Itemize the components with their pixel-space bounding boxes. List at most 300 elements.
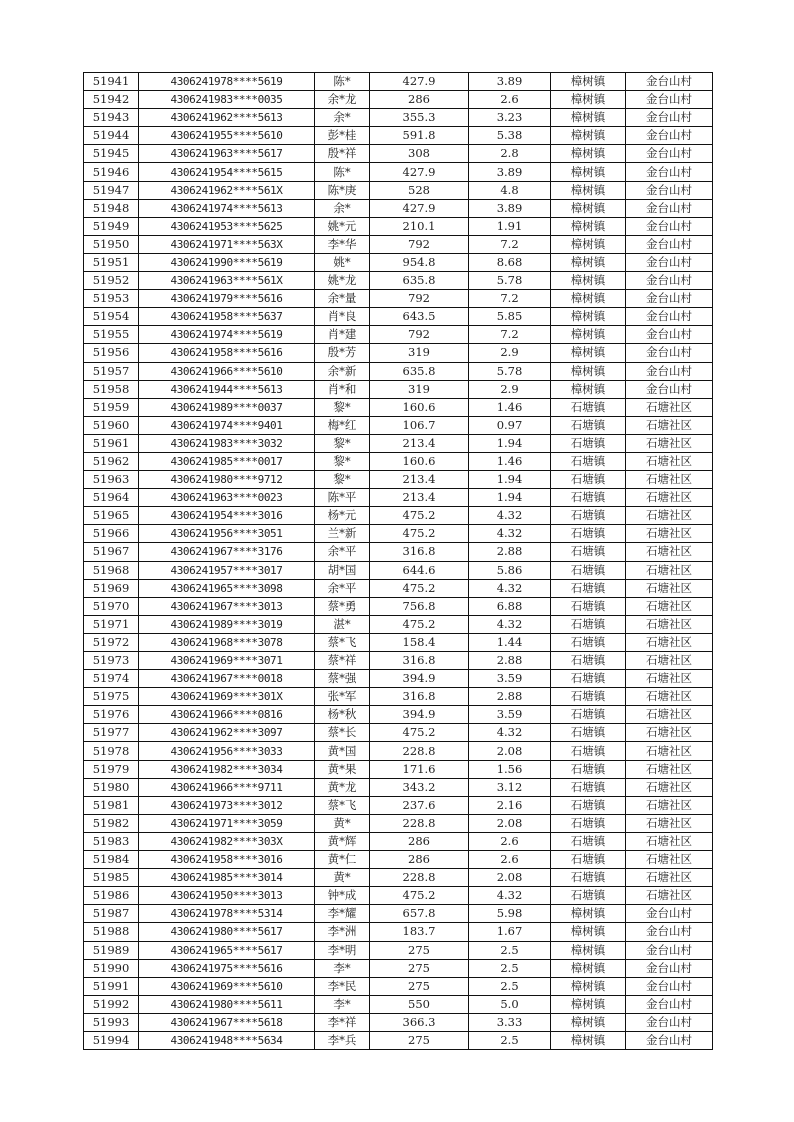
amount-cell: 213.4: [370, 489, 469, 507]
name-cell: 殷*芳: [315, 344, 370, 362]
village-cell: 金台山村: [626, 235, 713, 253]
area-cell: 3.89: [469, 73, 551, 91]
name-cell: 李*祥: [315, 1013, 370, 1031]
amount-cell: 183.7: [370, 923, 469, 941]
amount-cell: 756.8: [370, 597, 469, 615]
amount-cell: 228.8: [370, 814, 469, 832]
row-number-cell: 51983: [84, 832, 139, 850]
town-cell: 石塘镇: [551, 416, 626, 434]
amount-cell: 657.8: [370, 905, 469, 923]
area-cell: 6.88: [469, 597, 551, 615]
row-number-cell: 51984: [84, 851, 139, 869]
table-row: [84, 127, 713, 145]
area-cell: 5.38: [469, 127, 551, 145]
id-number-cell: 4306241978****5314: [139, 905, 315, 923]
id-number-cell: 4306241985****0017: [139, 452, 315, 470]
id-number-cell: 4306241978****5619: [139, 73, 315, 91]
name-cell: 李*: [315, 995, 370, 1013]
area-cell: 7.2: [469, 290, 551, 308]
id-number-cell: 4306241963****561X: [139, 272, 315, 290]
name-cell: 杨*秋: [315, 706, 370, 724]
table-row: [84, 977, 713, 995]
row-number-cell: 51975: [84, 688, 139, 706]
area-cell: 0.97: [469, 416, 551, 434]
town-cell: 樟树镇: [551, 109, 626, 127]
table-row: [84, 380, 713, 398]
amount-cell: 213.4: [370, 434, 469, 452]
area-cell: 2.88: [469, 652, 551, 670]
area-cell: 3.23: [469, 109, 551, 127]
amount-cell: 475.2: [370, 579, 469, 597]
row-number-cell: 51948: [84, 199, 139, 217]
row-number-cell: 51941: [84, 73, 139, 91]
row-number-cell: 51957: [84, 362, 139, 380]
row-number-cell: 51964: [84, 489, 139, 507]
id-number-cell: 4306241965****3098: [139, 579, 315, 597]
row-number-cell: 51959: [84, 398, 139, 416]
village-cell: 金台山村: [626, 181, 713, 199]
row-number-cell: 51958: [84, 380, 139, 398]
amount-cell: 213.4: [370, 471, 469, 489]
area-cell: 3.33: [469, 1013, 551, 1031]
village-cell: 石塘社区: [626, 489, 713, 507]
amount-cell: 475.2: [370, 887, 469, 905]
amount-cell: 475.2: [370, 525, 469, 543]
town-cell: 石塘镇: [551, 471, 626, 489]
name-cell: 黄*仁: [315, 851, 370, 869]
village-cell: 石塘社区: [626, 887, 713, 905]
row-number-cell: 51974: [84, 670, 139, 688]
name-cell: 余*平: [315, 543, 370, 561]
table-row: [84, 362, 713, 380]
table-row: [84, 73, 713, 91]
amount-cell: 792: [370, 235, 469, 253]
row-number-cell: 51969: [84, 579, 139, 597]
town-cell: 樟树镇: [551, 923, 626, 941]
table-row: [84, 181, 713, 199]
name-cell: 余*: [315, 109, 370, 127]
amount-cell: 550: [370, 995, 469, 1013]
area-cell: 2.9: [469, 380, 551, 398]
row-number-cell: 51981: [84, 796, 139, 814]
village-cell: 石塘社区: [626, 832, 713, 850]
area-cell: 2.6: [469, 832, 551, 850]
id-number-cell: 4306241980****5611: [139, 995, 315, 1013]
id-number-cell: 4306241958****5637: [139, 308, 315, 326]
id-number-cell: 4306241963****5617: [139, 145, 315, 163]
village-cell: 金台山村: [626, 73, 713, 91]
area-cell: 2.9: [469, 344, 551, 362]
name-cell: 黎*: [315, 398, 370, 416]
village-cell: 石塘社区: [626, 851, 713, 869]
table-row: [84, 796, 713, 814]
village-cell: 金台山村: [626, 145, 713, 163]
table-row: [84, 706, 713, 724]
area-cell: 2.88: [469, 543, 551, 561]
table-row: [84, 959, 713, 977]
name-cell: 李*耀: [315, 905, 370, 923]
id-number-cell: 4306241967****3013: [139, 597, 315, 615]
name-cell: 陈*平: [315, 489, 370, 507]
name-cell: 殷*祥: [315, 145, 370, 163]
amount-cell: 643.5: [370, 308, 469, 326]
table-row: [84, 452, 713, 470]
row-number-cell: 51944: [84, 127, 139, 145]
village-cell: 金台山村: [626, 959, 713, 977]
area-cell: 3.12: [469, 778, 551, 796]
town-cell: 樟树镇: [551, 272, 626, 290]
amount-cell: 228.8: [370, 742, 469, 760]
name-cell: 李*: [315, 959, 370, 977]
village-cell: 石塘社区: [626, 452, 713, 470]
row-number-cell: 51985: [84, 869, 139, 887]
town-cell: 樟树镇: [551, 290, 626, 308]
id-number-cell: 4306241980****9712: [139, 471, 315, 489]
name-cell: 黄*辉: [315, 832, 370, 850]
village-cell: 石塘社区: [626, 615, 713, 633]
amount-cell: 954.8: [370, 253, 469, 271]
area-cell: 3.89: [469, 199, 551, 217]
amount-cell: 275: [370, 959, 469, 977]
id-number-cell: 4306241971****563X: [139, 235, 315, 253]
name-cell: 黎*: [315, 452, 370, 470]
row-number-cell: 51971: [84, 615, 139, 633]
row-number-cell: 51943: [84, 109, 139, 127]
name-cell: 湛*: [315, 615, 370, 633]
amount-cell: 308: [370, 145, 469, 163]
row-number-cell: 51979: [84, 760, 139, 778]
name-cell: 肖*建: [315, 326, 370, 344]
town-cell: 樟树镇: [551, 326, 626, 344]
town-cell: 樟树镇: [551, 344, 626, 362]
row-number-cell: 51947: [84, 181, 139, 199]
town-cell: 樟树镇: [551, 127, 626, 145]
table-row: [84, 995, 713, 1013]
amount-cell: 286: [370, 832, 469, 850]
town-cell: 樟树镇: [551, 1031, 626, 1049]
area-cell: 4.32: [469, 507, 551, 525]
name-cell: 蔡*长: [315, 724, 370, 742]
town-cell: 樟树镇: [551, 308, 626, 326]
id-number-cell: 4306241969****3071: [139, 652, 315, 670]
name-cell: 张*军: [315, 688, 370, 706]
table-row: [84, 778, 713, 796]
amount-cell: 319: [370, 380, 469, 398]
table-row: [84, 633, 713, 651]
id-number-cell: 4306241954****5615: [139, 163, 315, 181]
town-cell: 樟树镇: [551, 959, 626, 977]
row-number-cell: 51962: [84, 452, 139, 470]
village-cell: 金台山村: [626, 344, 713, 362]
name-cell: 杨*元: [315, 507, 370, 525]
row-number-cell: 51955: [84, 326, 139, 344]
data-table: [83, 72, 713, 1050]
table-row: [84, 235, 713, 253]
row-number-cell: 51973: [84, 652, 139, 670]
row-number-cell: 51989: [84, 941, 139, 959]
village-cell: 石塘社区: [626, 670, 713, 688]
village-cell: 石塘社区: [626, 597, 713, 615]
area-cell: 2.6: [469, 91, 551, 109]
row-number-cell: 51993: [84, 1013, 139, 1031]
area-cell: 2.16: [469, 796, 551, 814]
town-cell: 樟树镇: [551, 941, 626, 959]
village-cell: 金台山村: [626, 905, 713, 923]
village-cell: 石塘社区: [626, 561, 713, 579]
area-cell: 1.56: [469, 760, 551, 778]
name-cell: 黄*果: [315, 760, 370, 778]
town-cell: 樟树镇: [551, 995, 626, 1013]
table-row: [84, 416, 713, 434]
id-number-cell: 4306241975****5616: [139, 959, 315, 977]
amount-cell: 355.3: [370, 109, 469, 127]
row-number-cell: 51961: [84, 434, 139, 452]
amount-cell: 792: [370, 326, 469, 344]
row-number-cell: 51992: [84, 995, 139, 1013]
area-cell: 5.98: [469, 905, 551, 923]
id-number-cell: 4306241982****303X: [139, 832, 315, 850]
amount-cell: 286: [370, 851, 469, 869]
name-cell: 彭*桂: [315, 127, 370, 145]
village-cell: 石塘社区: [626, 579, 713, 597]
name-cell: 黎*: [315, 471, 370, 489]
village-cell: 金台山村: [626, 253, 713, 271]
table-row: [84, 597, 713, 615]
name-cell: 李*华: [315, 235, 370, 253]
town-cell: 石塘镇: [551, 796, 626, 814]
name-cell: 余*量: [315, 290, 370, 308]
village-cell: 石塘社区: [626, 507, 713, 525]
id-number-cell: 4306241967****3176: [139, 543, 315, 561]
area-cell: 1.46: [469, 452, 551, 470]
row-number-cell: 51946: [84, 163, 139, 181]
name-cell: 陈*庚: [315, 181, 370, 199]
table-row: [84, 652, 713, 670]
name-cell: 蔡*祥: [315, 652, 370, 670]
name-cell: 黎*: [315, 434, 370, 452]
town-cell: 石塘镇: [551, 742, 626, 760]
amount-cell: 275: [370, 977, 469, 995]
amount-cell: 635.8: [370, 362, 469, 380]
table-row: [84, 1013, 713, 1031]
row-number-cell: 51977: [84, 724, 139, 742]
name-cell: 黄*: [315, 869, 370, 887]
town-cell: 樟树镇: [551, 362, 626, 380]
village-cell: 金台山村: [626, 290, 713, 308]
village-cell: 石塘社区: [626, 724, 713, 742]
amount-cell: 106.7: [370, 416, 469, 434]
town-cell: 石塘镇: [551, 633, 626, 651]
village-cell: 金台山村: [626, 127, 713, 145]
table-row: [84, 724, 713, 742]
id-number-cell: 4306241989****0037: [139, 398, 315, 416]
area-cell: 1.94: [469, 489, 551, 507]
town-cell: 石塘镇: [551, 869, 626, 887]
name-cell: 蔡*飞: [315, 796, 370, 814]
name-cell: 余*: [315, 199, 370, 217]
row-number-cell: 51994: [84, 1031, 139, 1049]
village-cell: 石塘社区: [626, 778, 713, 796]
name-cell: 肖*良: [315, 308, 370, 326]
name-cell: 黄*国: [315, 742, 370, 760]
area-cell: 4.32: [469, 615, 551, 633]
row-number-cell: 51972: [84, 633, 139, 651]
amount-cell: 275: [370, 1031, 469, 1049]
village-cell: 石塘社区: [626, 869, 713, 887]
area-cell: 1.94: [469, 434, 551, 452]
amount-cell: 316.8: [370, 688, 469, 706]
id-number-cell: 4306241974****5613: [139, 199, 315, 217]
area-cell: 2.08: [469, 869, 551, 887]
table-row: [84, 145, 713, 163]
id-number-cell: 4306241969****301X: [139, 688, 315, 706]
area-cell: 4.8: [469, 181, 551, 199]
area-cell: 7.2: [469, 326, 551, 344]
town-cell: 樟树镇: [551, 217, 626, 235]
amount-cell: 158.4: [370, 633, 469, 651]
village-cell: 金台山村: [626, 1013, 713, 1031]
amount-cell: 343.2: [370, 778, 469, 796]
village-cell: 金台山村: [626, 109, 713, 127]
row-number-cell: 51990: [84, 959, 139, 977]
id-number-cell: 4306241958****3016: [139, 851, 315, 869]
area-cell: 8.68: [469, 253, 551, 271]
area-cell: 5.85: [469, 308, 551, 326]
amount-cell: 427.9: [370, 73, 469, 91]
table-row: [84, 199, 713, 217]
row-number-cell: 51982: [84, 814, 139, 832]
table-row: [84, 832, 713, 850]
village-cell: 金台山村: [626, 163, 713, 181]
amount-cell: 275: [370, 941, 469, 959]
town-cell: 石塘镇: [551, 778, 626, 796]
table-row: [84, 869, 713, 887]
row-number-cell: 51963: [84, 471, 139, 489]
table-row: [84, 814, 713, 832]
amount-cell: 644.6: [370, 561, 469, 579]
name-cell: 梅*红: [315, 416, 370, 434]
name-cell: 胡*国: [315, 561, 370, 579]
village-cell: 金台山村: [626, 923, 713, 941]
row-number-cell: 51991: [84, 977, 139, 995]
id-number-cell: 4306241962****561X: [139, 181, 315, 199]
area-cell: 2.5: [469, 941, 551, 959]
id-number-cell: 4306241968****3078: [139, 633, 315, 651]
area-cell: 1.44: [469, 633, 551, 651]
area-cell: 2.6: [469, 851, 551, 869]
name-cell: 余*龙: [315, 91, 370, 109]
town-cell: 樟树镇: [551, 181, 626, 199]
row-number-cell: 51987: [84, 905, 139, 923]
name-cell: 姚*元: [315, 217, 370, 235]
area-cell: 4.32: [469, 887, 551, 905]
village-cell: 石塘社区: [626, 742, 713, 760]
area-cell: 5.86: [469, 561, 551, 579]
amount-cell: 316.8: [370, 652, 469, 670]
village-cell: 石塘社区: [626, 398, 713, 416]
town-cell: 樟树镇: [551, 145, 626, 163]
row-number-cell: 51966: [84, 525, 139, 543]
row-number-cell: 51951: [84, 253, 139, 271]
table-row: [84, 163, 713, 181]
row-number-cell: 51945: [84, 145, 139, 163]
village-cell: 石塘社区: [626, 652, 713, 670]
area-cell: 5.78: [469, 362, 551, 380]
name-cell: 李*兵: [315, 1031, 370, 1049]
amount-cell: 591.8: [370, 127, 469, 145]
area-cell: 2.08: [469, 742, 551, 760]
row-number-cell: 51967: [84, 543, 139, 561]
id-number-cell: 4306241966****9711: [139, 778, 315, 796]
id-number-cell: 4306241948****5634: [139, 1031, 315, 1049]
name-cell: 余*新: [315, 362, 370, 380]
id-number-cell: 4306241967****5618: [139, 1013, 315, 1031]
row-number-cell: 51953: [84, 290, 139, 308]
village-cell: 金台山村: [626, 217, 713, 235]
table-row: [84, 1031, 713, 1049]
town-cell: 樟树镇: [551, 1013, 626, 1031]
amount-cell: 316.8: [370, 543, 469, 561]
table-row: [84, 760, 713, 778]
name-cell: 黄*龙: [315, 778, 370, 796]
town-cell: 石塘镇: [551, 670, 626, 688]
table-row: [84, 670, 713, 688]
town-cell: 石塘镇: [551, 543, 626, 561]
village-cell: 金台山村: [626, 91, 713, 109]
row-number-cell: 51960: [84, 416, 139, 434]
table-row: [84, 742, 713, 760]
table-row: [84, 851, 713, 869]
id-number-cell: 4306241963****0023: [139, 489, 315, 507]
village-cell: 石塘社区: [626, 416, 713, 434]
table-row: [84, 887, 713, 905]
name-cell: 肖*和: [315, 380, 370, 398]
id-number-cell: 4306241962****3097: [139, 724, 315, 742]
area-cell: 4.32: [469, 579, 551, 597]
amount-cell: 475.2: [370, 615, 469, 633]
id-number-cell: 4306241955****5610: [139, 127, 315, 145]
table-row: [84, 253, 713, 271]
name-cell: 李*洲: [315, 923, 370, 941]
amount-cell: 171.6: [370, 760, 469, 778]
village-cell: 金台山村: [626, 326, 713, 344]
table-row: [84, 561, 713, 579]
area-cell: 2.5: [469, 977, 551, 995]
area-cell: 2.8: [469, 145, 551, 163]
village-cell: 金台山村: [626, 977, 713, 995]
row-number-cell: 51980: [84, 778, 139, 796]
row-number-cell: 51952: [84, 272, 139, 290]
id-number-cell: 4306241966****5610: [139, 362, 315, 380]
village-cell: 金台山村: [626, 272, 713, 290]
town-cell: 石塘镇: [551, 760, 626, 778]
area-cell: 4.32: [469, 525, 551, 543]
name-cell: 陈*: [315, 73, 370, 91]
area-cell: 2.08: [469, 814, 551, 832]
town-cell: 樟树镇: [551, 253, 626, 271]
table-row: [84, 923, 713, 941]
row-number-cell: 51954: [84, 308, 139, 326]
village-cell: 石塘社区: [626, 688, 713, 706]
id-number-cell: 4306241954****3016: [139, 507, 315, 525]
amount-cell: 635.8: [370, 272, 469, 290]
town-cell: 石塘镇: [551, 652, 626, 670]
town-cell: 樟树镇: [551, 235, 626, 253]
amount-cell: 394.9: [370, 706, 469, 724]
amount-cell: 427.9: [370, 163, 469, 181]
town-cell: 石塘镇: [551, 579, 626, 597]
name-cell: 陈*: [315, 163, 370, 181]
